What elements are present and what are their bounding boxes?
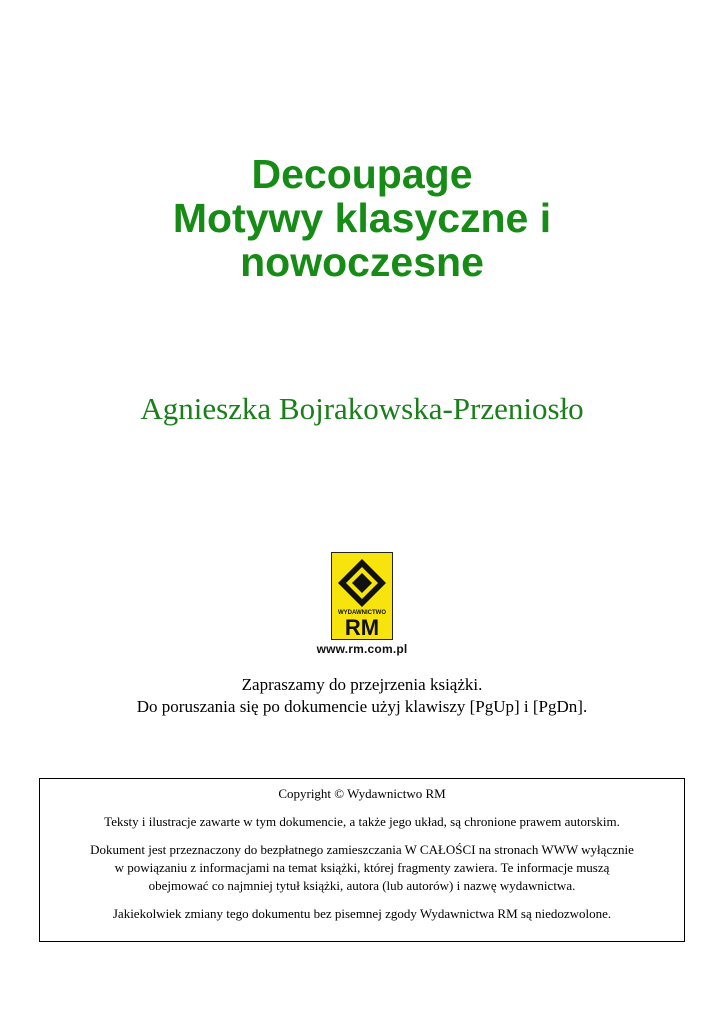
copyright-changes-text: Jakiekolwiek zmiany tego dokumentu bez pisemnej zgody Wydawnictwa RM są niedozwolone. bbox=[112, 906, 612, 921]
publisher-logo-icon bbox=[332, 553, 392, 639]
copyright-box bbox=[39, 778, 685, 942]
invitation-text bbox=[0, 674, 724, 718]
title-line-1: Decoupage bbox=[251, 151, 473, 197]
copyright-line: Copyright © Wydawnictwo RM bbox=[278, 786, 446, 801]
invitation-line-2: Do poruszania się po dokumencie użyj klawiszy [PgUp] i [PgDn]. bbox=[136, 697, 588, 716]
publisher-logo bbox=[309, 552, 415, 660]
logo-url: www.rm.com.pl bbox=[316, 642, 408, 656]
logo-big-text: RM bbox=[344, 615, 380, 639]
copyright-protection-text: Teksty i ilustracje zawarte w tym dokumencie, a także jego układ, są chronione prawem autorskim. bbox=[104, 814, 620, 829]
logo-panel bbox=[331, 552, 393, 640]
copyright-distribution-text bbox=[40, 841, 684, 895]
book-author: Agnieszka Bojrakowska-Przeniosło bbox=[140, 391, 584, 426]
title-line-3: nowoczesne bbox=[240, 239, 484, 285]
logo-small-text: WYDAWNICTWO bbox=[338, 610, 386, 616]
book-title bbox=[0, 152, 724, 284]
distribution-line-3: obejmować co najmniej tytuł książki, autora (lub autorów) i nazwę wydawnictwa. bbox=[148, 878, 576, 893]
distribution-line-2: w powiązaniu z informacjami na temat książki, której fragmenty zawiera. Te informacje muszą bbox=[114, 860, 610, 875]
distribution-line-1: Dokument jest przeznaczony do bezpłatnego zamieszczania W CAŁOŚCI na stronach WWW wyłącznie bbox=[90, 842, 634, 857]
title-line-2: Motywy klasyczne i bbox=[172, 195, 552, 241]
invitation-line-1: Zapraszamy do przejrzenia książki. bbox=[241, 675, 483, 694]
